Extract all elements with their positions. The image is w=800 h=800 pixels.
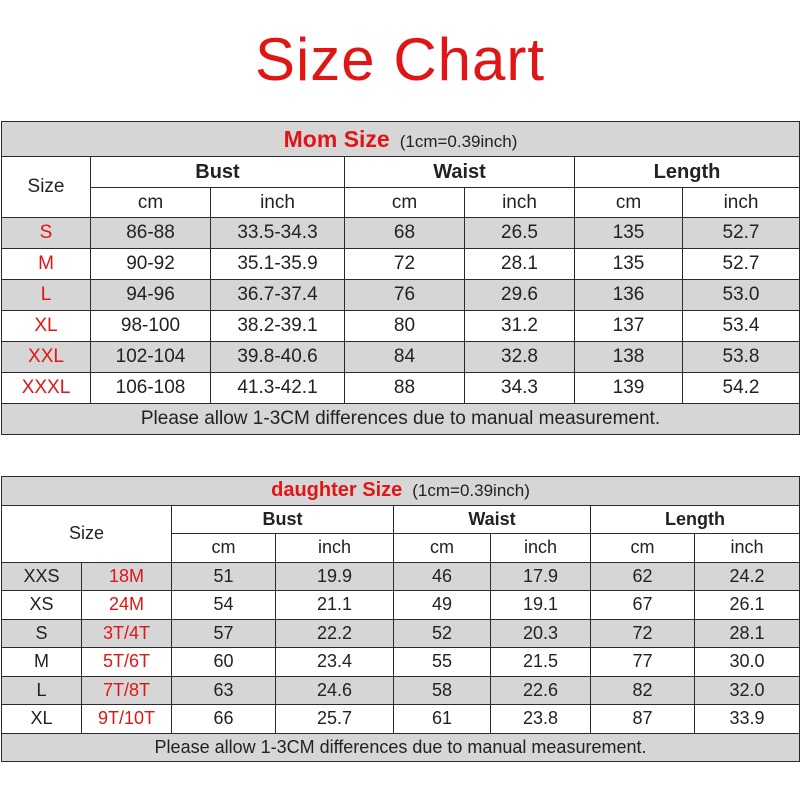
table-row (2, 249, 800, 280)
table-cell: 88 (345, 373, 465, 404)
unit-header: cm (172, 534, 276, 563)
table-cell: 53.8 (683, 342, 800, 373)
table-cell: 66 (172, 705, 276, 734)
table-cell: 22.6 (491, 676, 591, 705)
size-label: XXXL (2, 373, 91, 404)
size-label: L (2, 676, 82, 705)
daughter-length-header: Length (591, 505, 800, 534)
table-cell: 24.2 (695, 562, 800, 591)
table-cell: 41.3-42.1 (211, 373, 345, 404)
size-label: L (2, 280, 91, 311)
table-cell: 54.2 (683, 373, 800, 404)
table-cell: 106-108 (91, 373, 211, 404)
page-title: Size Chart (254, 26, 546, 93)
table-cell: 55 (394, 648, 491, 677)
mom-waist-header: Waist (345, 157, 575, 188)
table-cell: 20.3 (491, 619, 591, 648)
table-cell: 17.9 (491, 562, 591, 591)
unit-header: cm (91, 188, 211, 218)
mom-title-cell (2, 122, 800, 157)
mom-table-title: Mom Size (283, 125, 390, 152)
daughter-waist-header: Waist (394, 505, 591, 534)
table-cell: 136 (575, 280, 683, 311)
table-cell: 90-92 (91, 249, 211, 280)
table-cell: 102-104 (91, 342, 211, 373)
mom-unit-header-row (2, 188, 800, 218)
unit-header: inch (683, 188, 800, 218)
table-row (2, 218, 800, 249)
size-label: S (2, 619, 82, 648)
table-cell: 21.5 (491, 648, 591, 677)
table-cell: 61 (394, 705, 491, 734)
mom-length-header: Length (575, 157, 800, 188)
table-cell: 25.7 (276, 705, 394, 734)
table-cell: 135 (575, 249, 683, 280)
table-cell: 35.1-35.9 (211, 249, 345, 280)
age-label: 18M (82, 562, 172, 591)
mom-footer-row (2, 404, 800, 435)
daughter-title-row (2, 477, 800, 506)
unit-header: inch (465, 188, 575, 218)
table-row (2, 619, 800, 648)
table-cell: 32.8 (465, 342, 575, 373)
daughter-footer-row (2, 733, 800, 762)
age-label: 24M (82, 591, 172, 620)
table-cell: 46 (394, 562, 491, 591)
table-cell: 52.7 (683, 249, 800, 280)
table-cell: 68 (345, 218, 465, 249)
table-cell: 77 (591, 648, 695, 677)
table-cell: 60 (172, 648, 276, 677)
daughter-bust-header: Bust (172, 505, 394, 534)
table-row (2, 676, 800, 705)
mom-title-row (2, 122, 800, 157)
table-cell: 19.1 (491, 591, 591, 620)
table-cell: 32.0 (695, 676, 800, 705)
mom-size-table (1, 121, 800, 435)
table-cell: 87 (591, 705, 695, 734)
table-cell: 137 (575, 311, 683, 342)
table-cell: 23.8 (491, 705, 591, 734)
table-row (2, 705, 800, 734)
daughter-table-title: daughter Size (271, 479, 403, 502)
table-cell: 38.2-39.1 (211, 311, 345, 342)
table-cell: 54 (172, 591, 276, 620)
size-label: XL (2, 311, 91, 342)
unit-header: cm (575, 188, 683, 218)
unit-header: inch (276, 534, 394, 563)
table-cell: 63 (172, 676, 276, 705)
daughter-group-header-row (2, 505, 800, 534)
table-cell: 33.5-34.3 (211, 218, 345, 249)
table-cell: 26.1 (695, 591, 800, 620)
table-cell: 138 (575, 342, 683, 373)
table-cell: 72 (591, 619, 695, 648)
size-label: XL (2, 705, 82, 734)
table-cell: 52 (394, 619, 491, 648)
table-row (2, 311, 800, 342)
unit-header: cm (591, 534, 695, 563)
table-cell: 31.2 (465, 311, 575, 342)
table-cell: 53.0 (683, 280, 800, 311)
table-cell: 94-96 (91, 280, 211, 311)
table-cell: 24.6 (276, 676, 394, 705)
daughter-title-cell (2, 477, 800, 506)
unit-header: cm (345, 188, 465, 218)
size-label: M (2, 249, 91, 280)
unit-header: inch (491, 534, 591, 563)
table-cell: 86-88 (91, 218, 211, 249)
table-cell: 84 (345, 342, 465, 373)
table-cell: 51 (172, 562, 276, 591)
table-cell: 49 (394, 591, 491, 620)
mom-size-header: Size (2, 157, 91, 218)
size-label: S (2, 218, 91, 249)
table-cell: 34.3 (465, 373, 575, 404)
table-row (2, 591, 800, 620)
unit-header: inch (695, 534, 800, 563)
age-label: 5T/6T (82, 648, 172, 677)
table-cell: 139 (575, 373, 683, 404)
table-cell: 36.7-37.4 (211, 280, 345, 311)
mom-measurement-note: Please allow 1-3CM differences due to manual measurement. (2, 404, 800, 435)
table-cell: 72 (345, 249, 465, 280)
table-cell: 22.2 (276, 619, 394, 648)
daughter-size-header: Size (2, 505, 172, 562)
table-cell: 21.1 (276, 591, 394, 620)
mom-bust-header: Bust (91, 157, 345, 188)
size-label: XS (2, 591, 82, 620)
mom-group-header-row (2, 157, 800, 188)
table-cell: 39.8-40.6 (211, 342, 345, 373)
table-row (2, 342, 800, 373)
unit-header: inch (211, 188, 345, 218)
table-cell: 76 (345, 280, 465, 311)
age-label: 3T/4T (82, 619, 172, 648)
table-row (2, 373, 800, 404)
table-cell: 19.9 (276, 562, 394, 591)
size-label: M (2, 648, 82, 677)
age-label: 9T/10T (82, 705, 172, 734)
table-cell: 62 (591, 562, 695, 591)
table-cell: 28.1 (465, 249, 575, 280)
table-row (2, 280, 800, 311)
table-cell: 52.7 (683, 218, 800, 249)
table-cell: 67 (591, 591, 695, 620)
unit-header: cm (394, 534, 491, 563)
table-cell: 80 (345, 311, 465, 342)
daughter-measurement-note: Please allow 1-3CM differences due to manual measurement. (2, 733, 800, 762)
size-label: XXS (2, 562, 82, 591)
table-cell: 98-100 (91, 311, 211, 342)
table-cell: 82 (591, 676, 695, 705)
table-row (2, 562, 800, 591)
table-cell: 29.6 (465, 280, 575, 311)
age-label: 7T/8T (82, 676, 172, 705)
table-cell: 30.0 (695, 648, 800, 677)
table-cell: 26.5 (465, 218, 575, 249)
table-cell: 135 (575, 218, 683, 249)
table-row (2, 648, 800, 677)
table-cell: 28.1 (695, 619, 800, 648)
size-label: XXL (2, 342, 91, 373)
daughter-unit-note: (1cm=0.39inch) (412, 481, 530, 501)
table-cell: 57 (172, 619, 276, 648)
mom-unit-note: (1cm=0.39inch) (399, 131, 518, 151)
daughter-size-table (1, 476, 800, 762)
table-cell: 58 (394, 676, 491, 705)
table-cell: 33.9 (695, 705, 800, 734)
table-cell: 23.4 (276, 648, 394, 677)
table-cell: 53.4 (683, 311, 800, 342)
